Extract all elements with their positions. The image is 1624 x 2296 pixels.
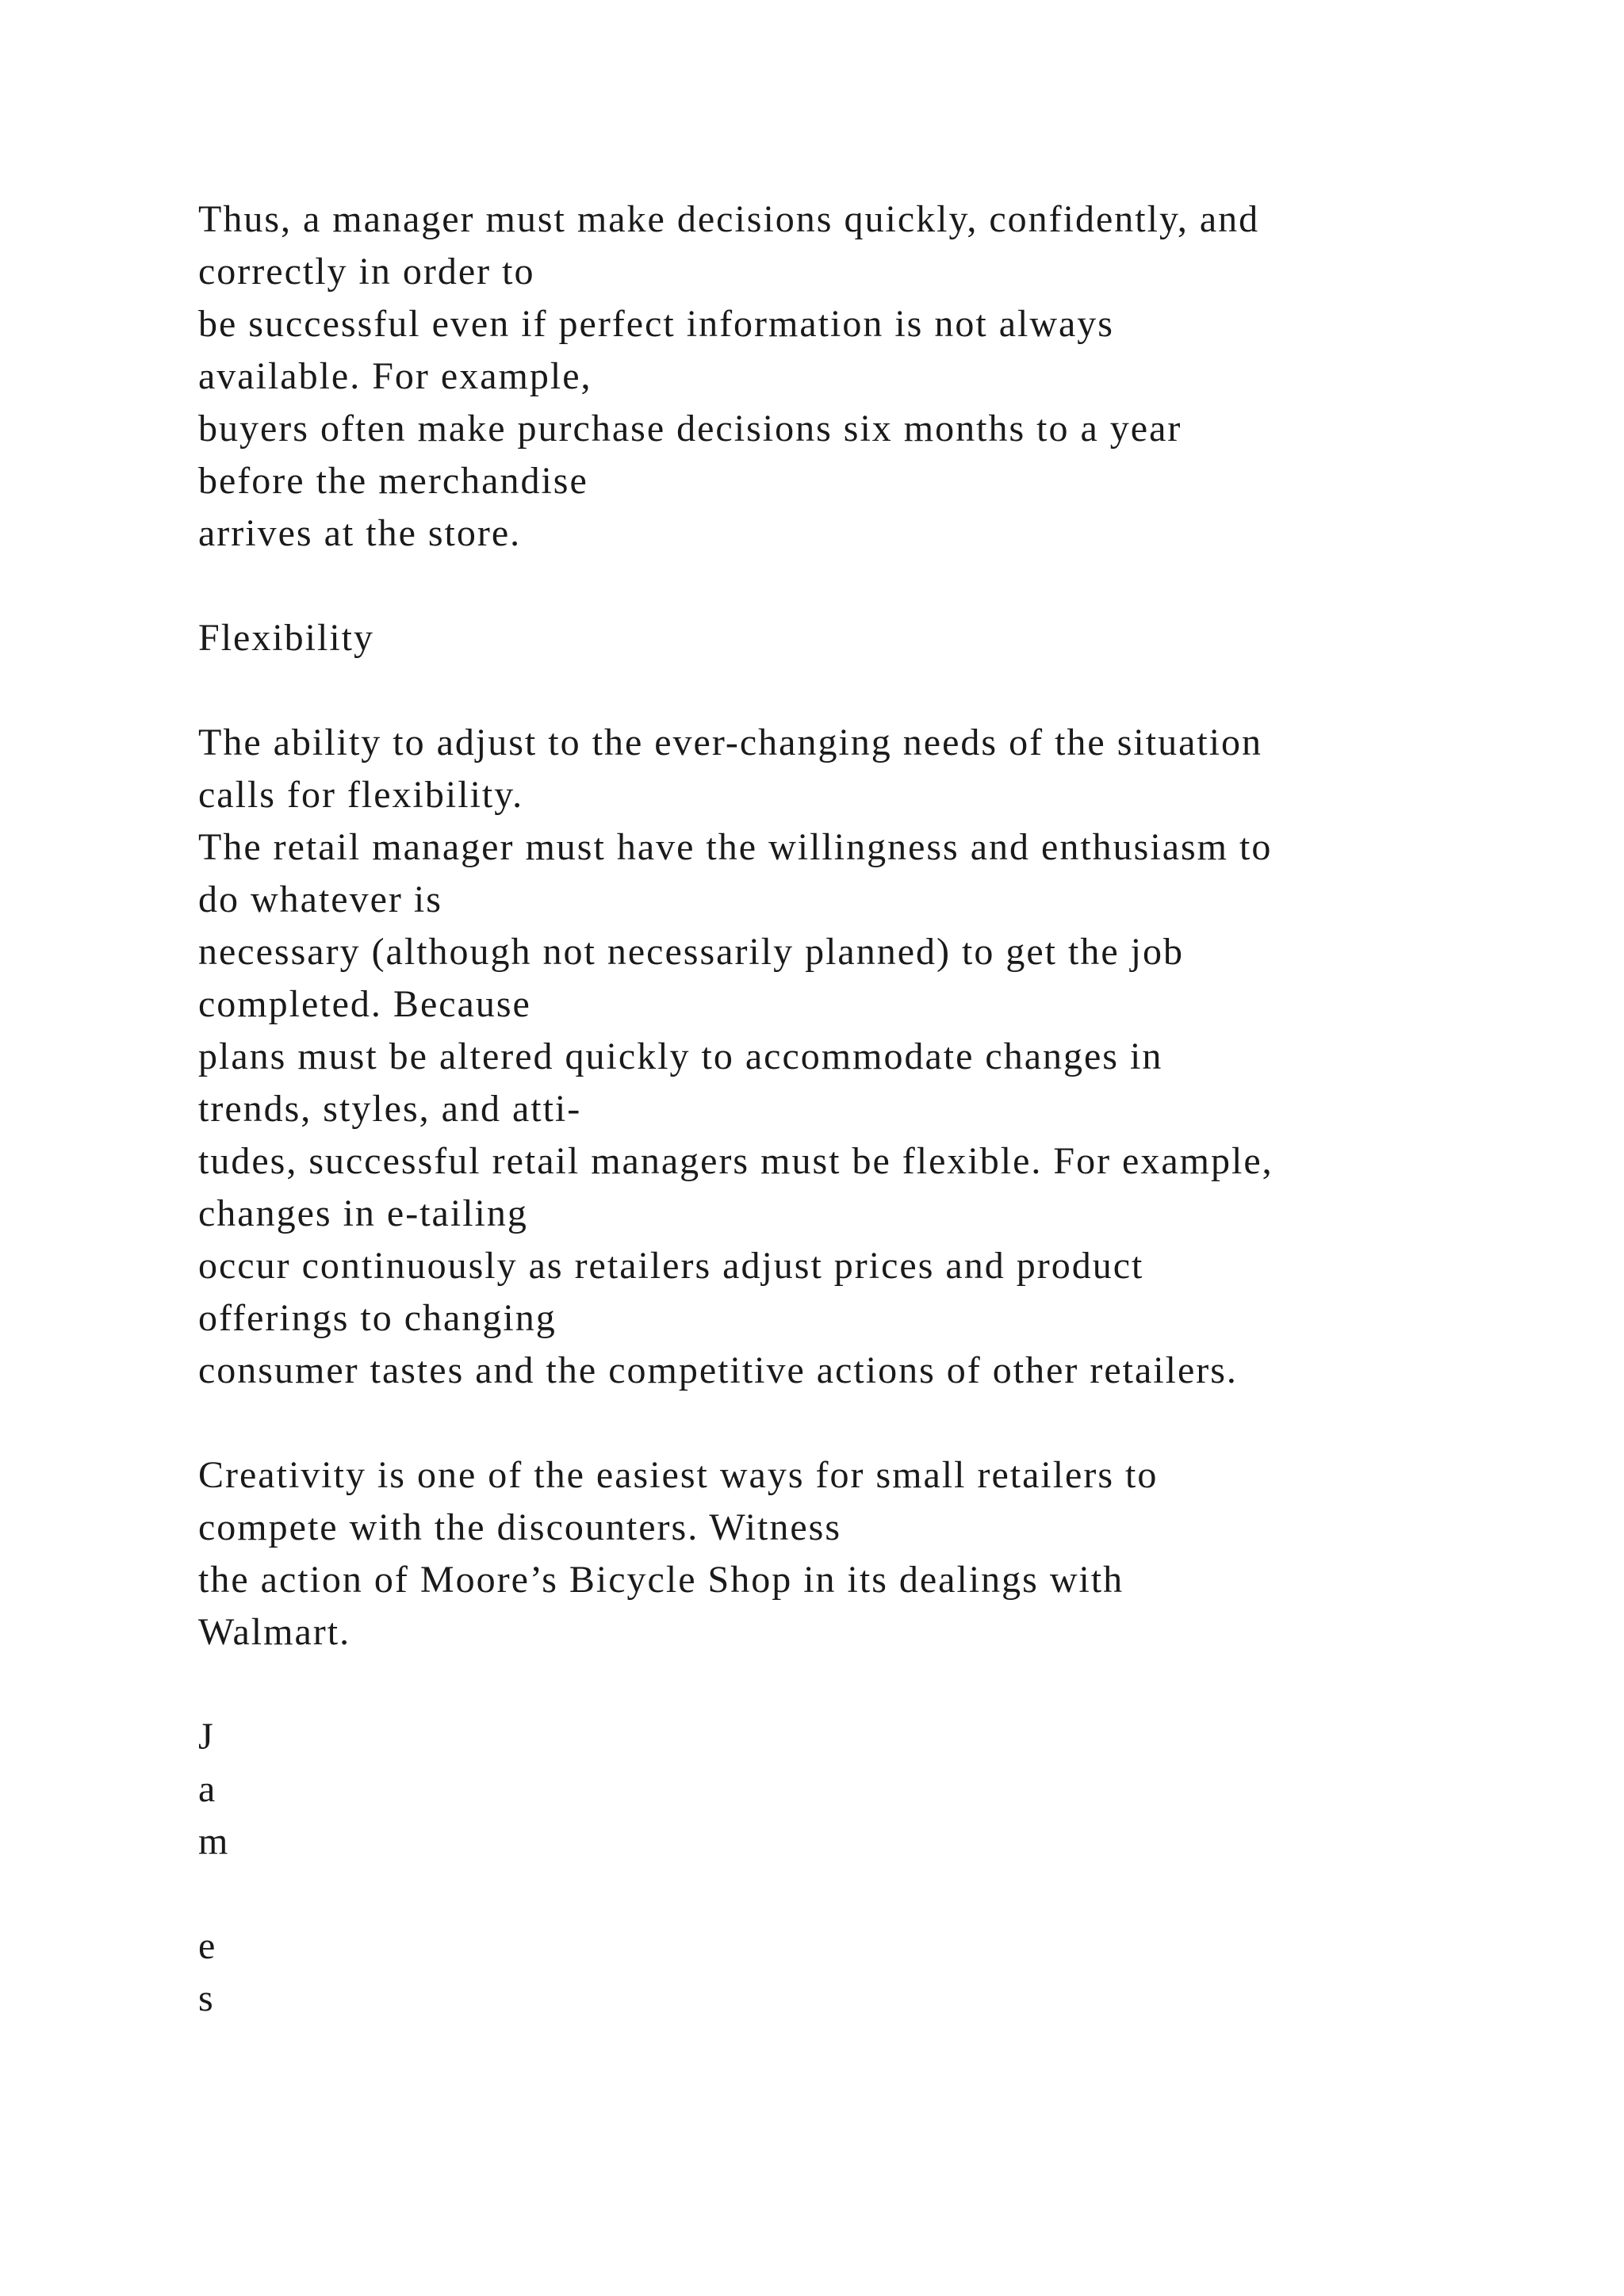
paragraph-flexibility — [198, 717, 1546, 1397]
text-line: necessary (although not necessarily planned) to get the job — [198, 931, 1184, 973]
text-line: before the merchandise — [198, 460, 588, 502]
text-line: do whatever is — [198, 878, 442, 920]
vertical-letter: e — [198, 1925, 217, 1967]
vertical-letter: s — [198, 1977, 215, 2019]
text-line: The retail manager must have the willingness and enthusiasm to — [198, 826, 1273, 868]
text-line: completed. Because — [198, 983, 531, 1025]
vertical-letter: a — [198, 1768, 217, 1810]
text-line: occur continuously as retailers adjust prices and product — [198, 1245, 1144, 1287]
text-line: compete with the discounters. Witness — [198, 1506, 842, 1548]
section-heading-flexibility: Flexibility — [198, 617, 375, 659]
spacer — [198, 664, 1546, 717]
text-line: offerings to changing — [198, 1297, 557, 1339]
text-line: consumer tastes and the competitive actions of other retailers. — [198, 1349, 1238, 1391]
text-line: calls for flexibility. — [198, 774, 524, 816]
vertical-letter: m — [198, 1820, 230, 1862]
paragraph-creativity — [198, 1449, 1546, 1659]
text-line: Creativity is one of the easiest ways for small retailers to — [198, 1454, 1159, 1496]
text-line: Thus, a manager must make decisions quickly, confidently, and — [198, 198, 1260, 240]
paragraph-decision-making — [198, 193, 1546, 560]
text-line: Walmart. — [198, 1611, 351, 1653]
text-line: tudes, successful retail managers must be flexible. For example, — [198, 1140, 1274, 1182]
text-line: changes in e-tailing — [198, 1192, 528, 1234]
text-line: correctly in order to — [198, 251, 535, 293]
text-line: arrives at the store. — [198, 512, 522, 554]
document-body — [198, 193, 1546, 2025]
spacer — [198, 1659, 1546, 1711]
spacer — [198, 1868, 1546, 1920]
text-line: trends, styles, and atti- — [198, 1088, 582, 1130]
spacer — [198, 1397, 1546, 1449]
vertical-letters — [198, 1711, 1546, 2025]
text-line: plans must be altered quickly to accommodate changes in — [198, 1035, 1163, 1077]
spacer — [198, 560, 1546, 612]
vertical-letter: J — [198, 1716, 215, 1758]
text-line: be successful even if perfect information is not always — [198, 303, 1114, 345]
text-line: buyers often make purchase decisions six months to a year — [198, 408, 1182, 450]
text-line: The ability to adjust to the ever-changing needs of the situation — [198, 721, 1263, 763]
text-line: the action of Moore’s Bicycle Shop in its dealings with — [198, 1559, 1124, 1601]
text-line: available. For example, — [198, 355, 592, 397]
